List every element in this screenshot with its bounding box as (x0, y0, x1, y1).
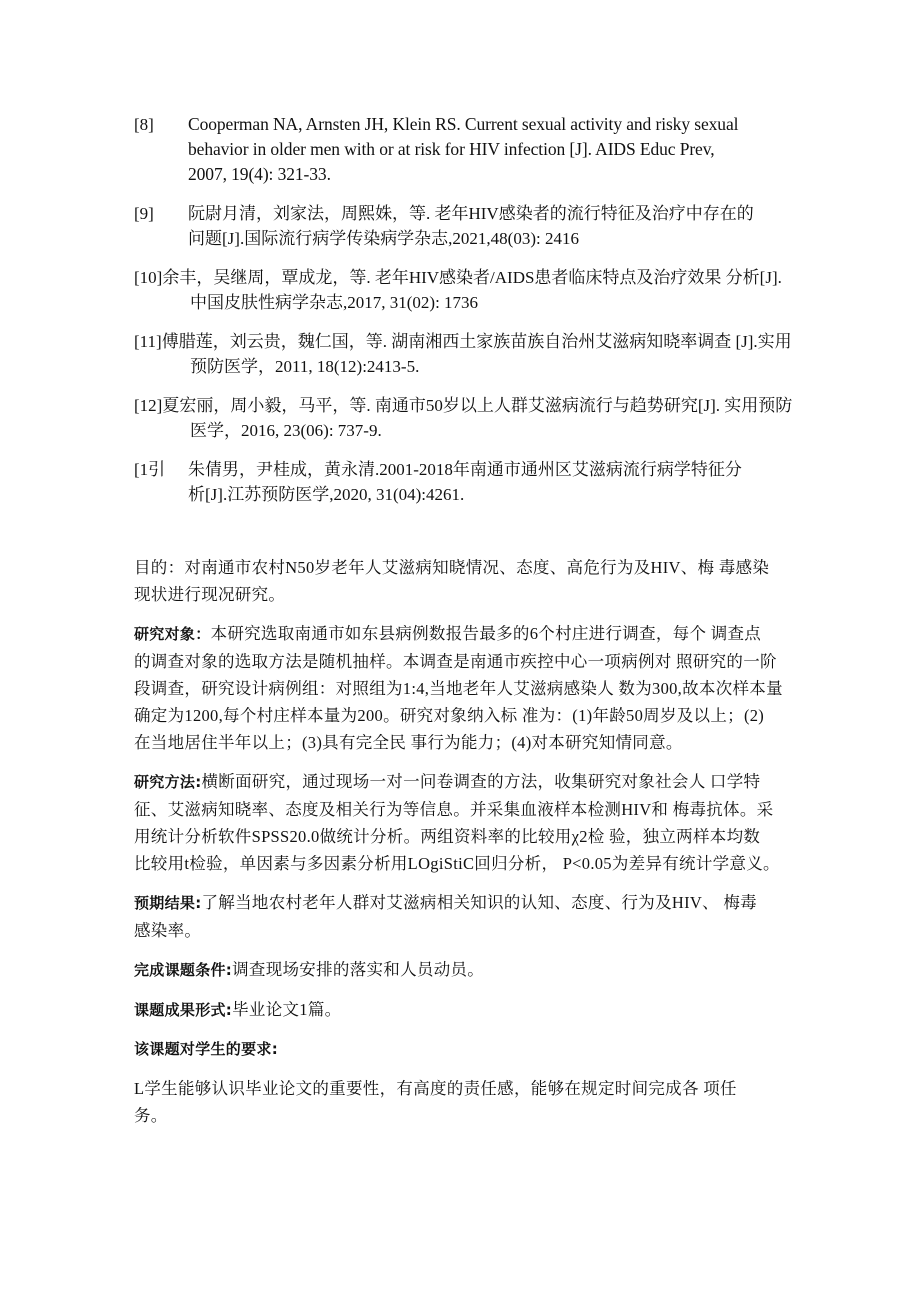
reference-line: 问题[J].国际流行病学传染病学杂志,2021,48(03): 2416 (188, 229, 579, 248)
expected-results-paragraph (134, 889, 786, 944)
paragraph-line: 比较用t检验，单因素与多因素分析用LOgiStiC回归分析， P<0.05为差异有统计学意义。 (134, 854, 780, 873)
conditions-paragraph (134, 956, 786, 984)
paragraph-text: 了解当地农村老年人群对艾滋病相关知识的认知、态度、行为及HIV、 梅毒 (201, 893, 757, 912)
objective-paragraph (134, 554, 786, 608)
reference-line: 2007, 19(4): 321-33. (188, 164, 331, 184)
paragraph-line (134, 956, 786, 984)
requirements-heading-paragraph (134, 1036, 786, 1063)
reference-item (134, 201, 794, 251)
paragraph-text: 横断面研究，通过现场一对一问卷调查的方法，收集研究对象社会人 口学特 (201, 772, 761, 791)
reference-text (188, 201, 794, 251)
paragraph-line: 的调查对象的选取方法是随机抽样。本调查是南通市疾控中心一项病例对 照研究的一阶 (134, 652, 777, 671)
reference-line: 中国皮肤性病学杂志,2017, 31(02): 1736 (190, 293, 479, 312)
methods-paragraph (134, 768, 786, 877)
paragraph-line: 现状进行现况研究。 (134, 585, 286, 604)
reference-number: [8] (134, 115, 154, 134)
paragraph-line: 征、艾滋病知晓率、态度及相关行为等信息。并采集血液样本检测HIV和 梅毒抗体。采 (134, 800, 774, 819)
paragraph-line: 段调查，研究设计病例组：对照组为1:4,当地老年人艾滋病感染人 数为300,故本次样本量 (134, 679, 783, 698)
reference-item (134, 265, 794, 315)
reference-number: [12] (134, 396, 163, 415)
section-heading: 预期结果: (134, 894, 202, 912)
reference-line: 预防医学，2011, 18(12):2413-5. (190, 357, 420, 376)
reference-item (134, 457, 794, 507)
reference-item (134, 393, 794, 443)
requirements-paragraph (134, 1075, 786, 1129)
reference-text (188, 457, 794, 507)
paragraph-line: 确定为1200,每个村庄样本量为200。研究对象纳入标 准为：(1)年龄50周岁及以上；(2) (134, 706, 765, 725)
reference-line: 医学，2016, 23(06): 737-9. (190, 421, 382, 440)
reference-line: 余丰，吴继周，覃成龙，等. 老年HIV感染者/AIDS患者临床特点及治疗效果 分析[J]. (162, 268, 782, 287)
reference-line: 傅腊莲，刘云贵，魏仁国，等. 湖南湘西土家族苗族自治州艾滋病知晓率调查 [J].实用 (161, 332, 792, 351)
paragraph-text: 本研究选取南通市如东县病例数报告最多的6个村庄进行调查，每个 调查点 (210, 624, 762, 643)
reference-item (134, 329, 794, 379)
reference-list (134, 112, 794, 521)
paragraph-line: 在当地居住半年以上；(3)具有完全民 事行为能力；(4)对本研究知情同意。 (134, 733, 683, 752)
reference-number: [11] (134, 332, 162, 351)
paragraph-line (134, 768, 786, 796)
section-heading: 研究方法: (134, 773, 202, 791)
paragraph-line: L学生能够认识毕业论文的重要性，有高度的责任感，能够在规定时间完成各 项任 (134, 1079, 737, 1098)
reference-number: [1引 (134, 460, 166, 479)
paragraph-line (134, 620, 786, 648)
proposal-body (134, 554, 786, 1141)
reference-line: Cooperman NA, Arnsten JH, Klein RS. Current sexual activity and risky sexual (188, 114, 739, 134)
reference-item (134, 112, 794, 187)
section-heading: 课题成果形式: (134, 1001, 233, 1019)
subjects-paragraph (134, 620, 786, 756)
reference-line: 夏宏丽，周小毅，马平，等. 南通市50岁以上人群艾滋病流行与趋势研究[J]. 实用预防 (162, 396, 793, 415)
paragraph-line (134, 889, 786, 917)
paragraph-line: 务。 (134, 1106, 168, 1125)
section-heading: 完成课题条件: (134, 961, 233, 979)
paragraph-line: 用统计分析软件SPSS20.0做统计分析。两组资料率的比较用χ2检 验，独立两样本均数 (134, 827, 761, 846)
paragraph-line: 感染率。 (134, 921, 202, 940)
reference-line: 析[J].江苏预防医学,2020, 31(04):4261. (188, 485, 465, 504)
reference-line: behavior in older men with or at risk for HIV infection [J]. AIDS Educ Prev, (188, 139, 715, 159)
reference-line: 朱倩男，尹桂成，黄永清.2001-2018年南通市通州区艾滋病流行病学特征分 (188, 460, 742, 479)
paragraph-text: 毕业论文1篇。 (232, 1000, 342, 1019)
section-heading: 研究对象： (134, 625, 211, 643)
section-heading: 该课题对学生的要求: (134, 1040, 278, 1058)
paragraph-text: 调查现场安排的落实和人员动员。 (232, 960, 485, 979)
reference-number: [9] (134, 204, 154, 223)
paragraph-line (134, 996, 786, 1024)
reference-line: 阮尉月清，刘家法，周熙姝，等. 老年HIV感染者的流行特征及治疗中存在的 (188, 204, 754, 223)
deliverables-paragraph (134, 996, 786, 1024)
reference-number: [10] (134, 268, 163, 287)
paragraph-line: 目的：对南通市农村N50岁老年人艾滋病知晓情况、态度、高危行为及HIV、梅 毒感染 (134, 558, 770, 577)
reference-text (188, 112, 794, 187)
